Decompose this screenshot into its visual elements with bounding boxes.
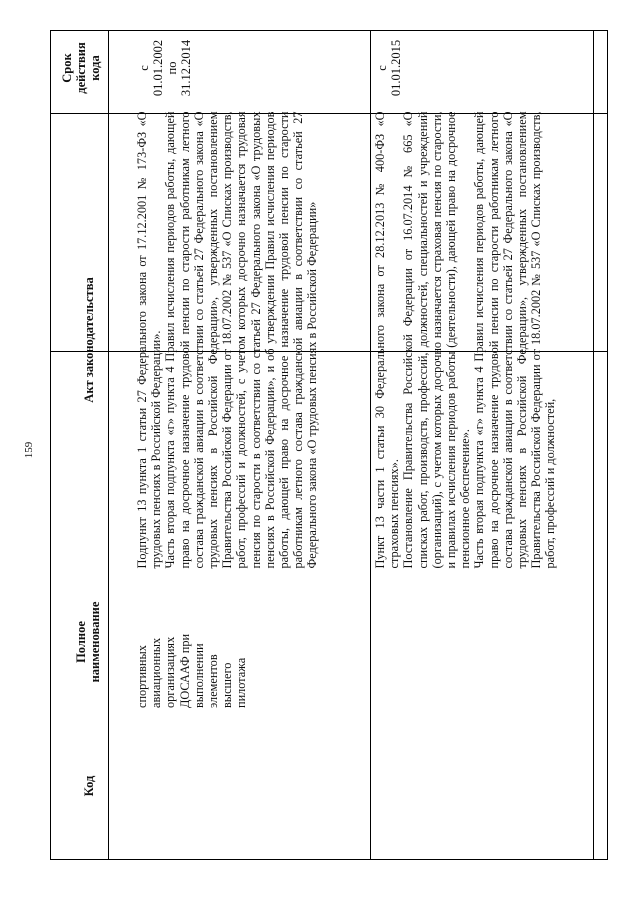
name-line: организациях xyxy=(163,636,178,708)
row1-period xyxy=(133,30,369,107)
name-line: высшего xyxy=(220,662,235,708)
header-code-text: Код xyxy=(82,775,96,797)
page-number: 159 xyxy=(23,441,35,459)
header-period-line: действия xyxy=(74,42,88,94)
name-line: выполнении xyxy=(191,643,206,708)
period-line: 01.01.2002 xyxy=(151,39,165,97)
act-paragraph: Пункт 13 части 1 статьи 30 Федерального закона от 28.12.2013 № 400-ФЗ «О страховых пенсиях». xyxy=(373,111,402,569)
header-act-text: Акт законодательства xyxy=(82,277,96,403)
act-paragraph: Часть вторая подпункта «г» пункта 4 Правил исчисления периодов работы, дающей право на досрочное назначение трудовой пенсии по старости работникам летного состава гражданской авиации в соответствии со статьей 27 Федерального закона «О трудовых пенсиях в Российской Федерации», утвержденных постановлением Правительства Российской Федерации от 18.07.2002 № 537 «О Списках производств, работ, профессий и должностей, xyxy=(472,111,558,569)
act-paragraph: Постановление Правительства Российской Федерации от 16.07.2014 № 665 «О списках работ, производств, профессий, должностей, специальностей и учреждений (организаций), с учетом которых досрочно назначается страховая пенсия по старости, и правилах исчисления периодов работы (деятельности), дающей право на досрочное пенсионное обеспечение». xyxy=(401,111,473,569)
name-line: элементов xyxy=(206,654,221,708)
act-paragraph: Подпункт 13 пункта 1 статьи 27 Федерального закона от 17.12.2001 № 173-ФЗ «О трудовых пенсиях в Российской Федерации». xyxy=(135,111,164,569)
name-line: ДОСААФ при xyxy=(177,633,192,708)
header-full-name-line: Полное xyxy=(74,621,88,663)
header-period xyxy=(54,30,130,107)
header-act xyxy=(54,108,130,573)
row2-act xyxy=(371,108,607,573)
period-line: с xyxy=(137,65,151,71)
header-full-name xyxy=(54,572,130,712)
period-line: с xyxy=(375,65,389,71)
act-paragraph: Часть вторая подпункта «г» пункта 4 Правил исчисления периодов работы, дающей право на досрочное назначение трудовой пенсии по старости работникам летного состава гражданской авиации в соответствии со статьей 27 Федерального закона «О трудовых пенсиях в Российской Федерации», утвержденных постановлением Правительства Российской Федерации от 18.07.2002 № 537 «О Списках производств, работ, профессий и должностей, с учетом которых досрочно назначается трудовая пенсия по старости в соответствии со статьей 27 Федерального закона «О трудовых пенсиях в Российской Федерации», и об утверждении Правил исчисления периодов работы, дающей право на досрочное назначение трудовой пенсии по старости работникам летного состава гражданской авиации в соответствии со статьей 27 Федерального закона «О трудовых пенсиях в Российской Федерации» xyxy=(163,111,320,569)
row1-full-name xyxy=(133,572,369,712)
header-full-name-line: наименование xyxy=(88,601,102,683)
period-line: по xyxy=(165,61,179,75)
name-line: спортивных xyxy=(135,645,149,708)
period-line: 31.12.2014 xyxy=(179,39,193,97)
header-period-line: кода xyxy=(88,55,102,81)
name-line: авиационных xyxy=(149,637,164,708)
row2-period xyxy=(371,30,607,107)
name-line: пилотажа xyxy=(234,657,249,708)
header-period-line: Срок xyxy=(60,53,74,83)
row1-act xyxy=(133,108,369,573)
header-code xyxy=(54,712,130,860)
period-line: 01.01.2015 xyxy=(389,39,403,97)
